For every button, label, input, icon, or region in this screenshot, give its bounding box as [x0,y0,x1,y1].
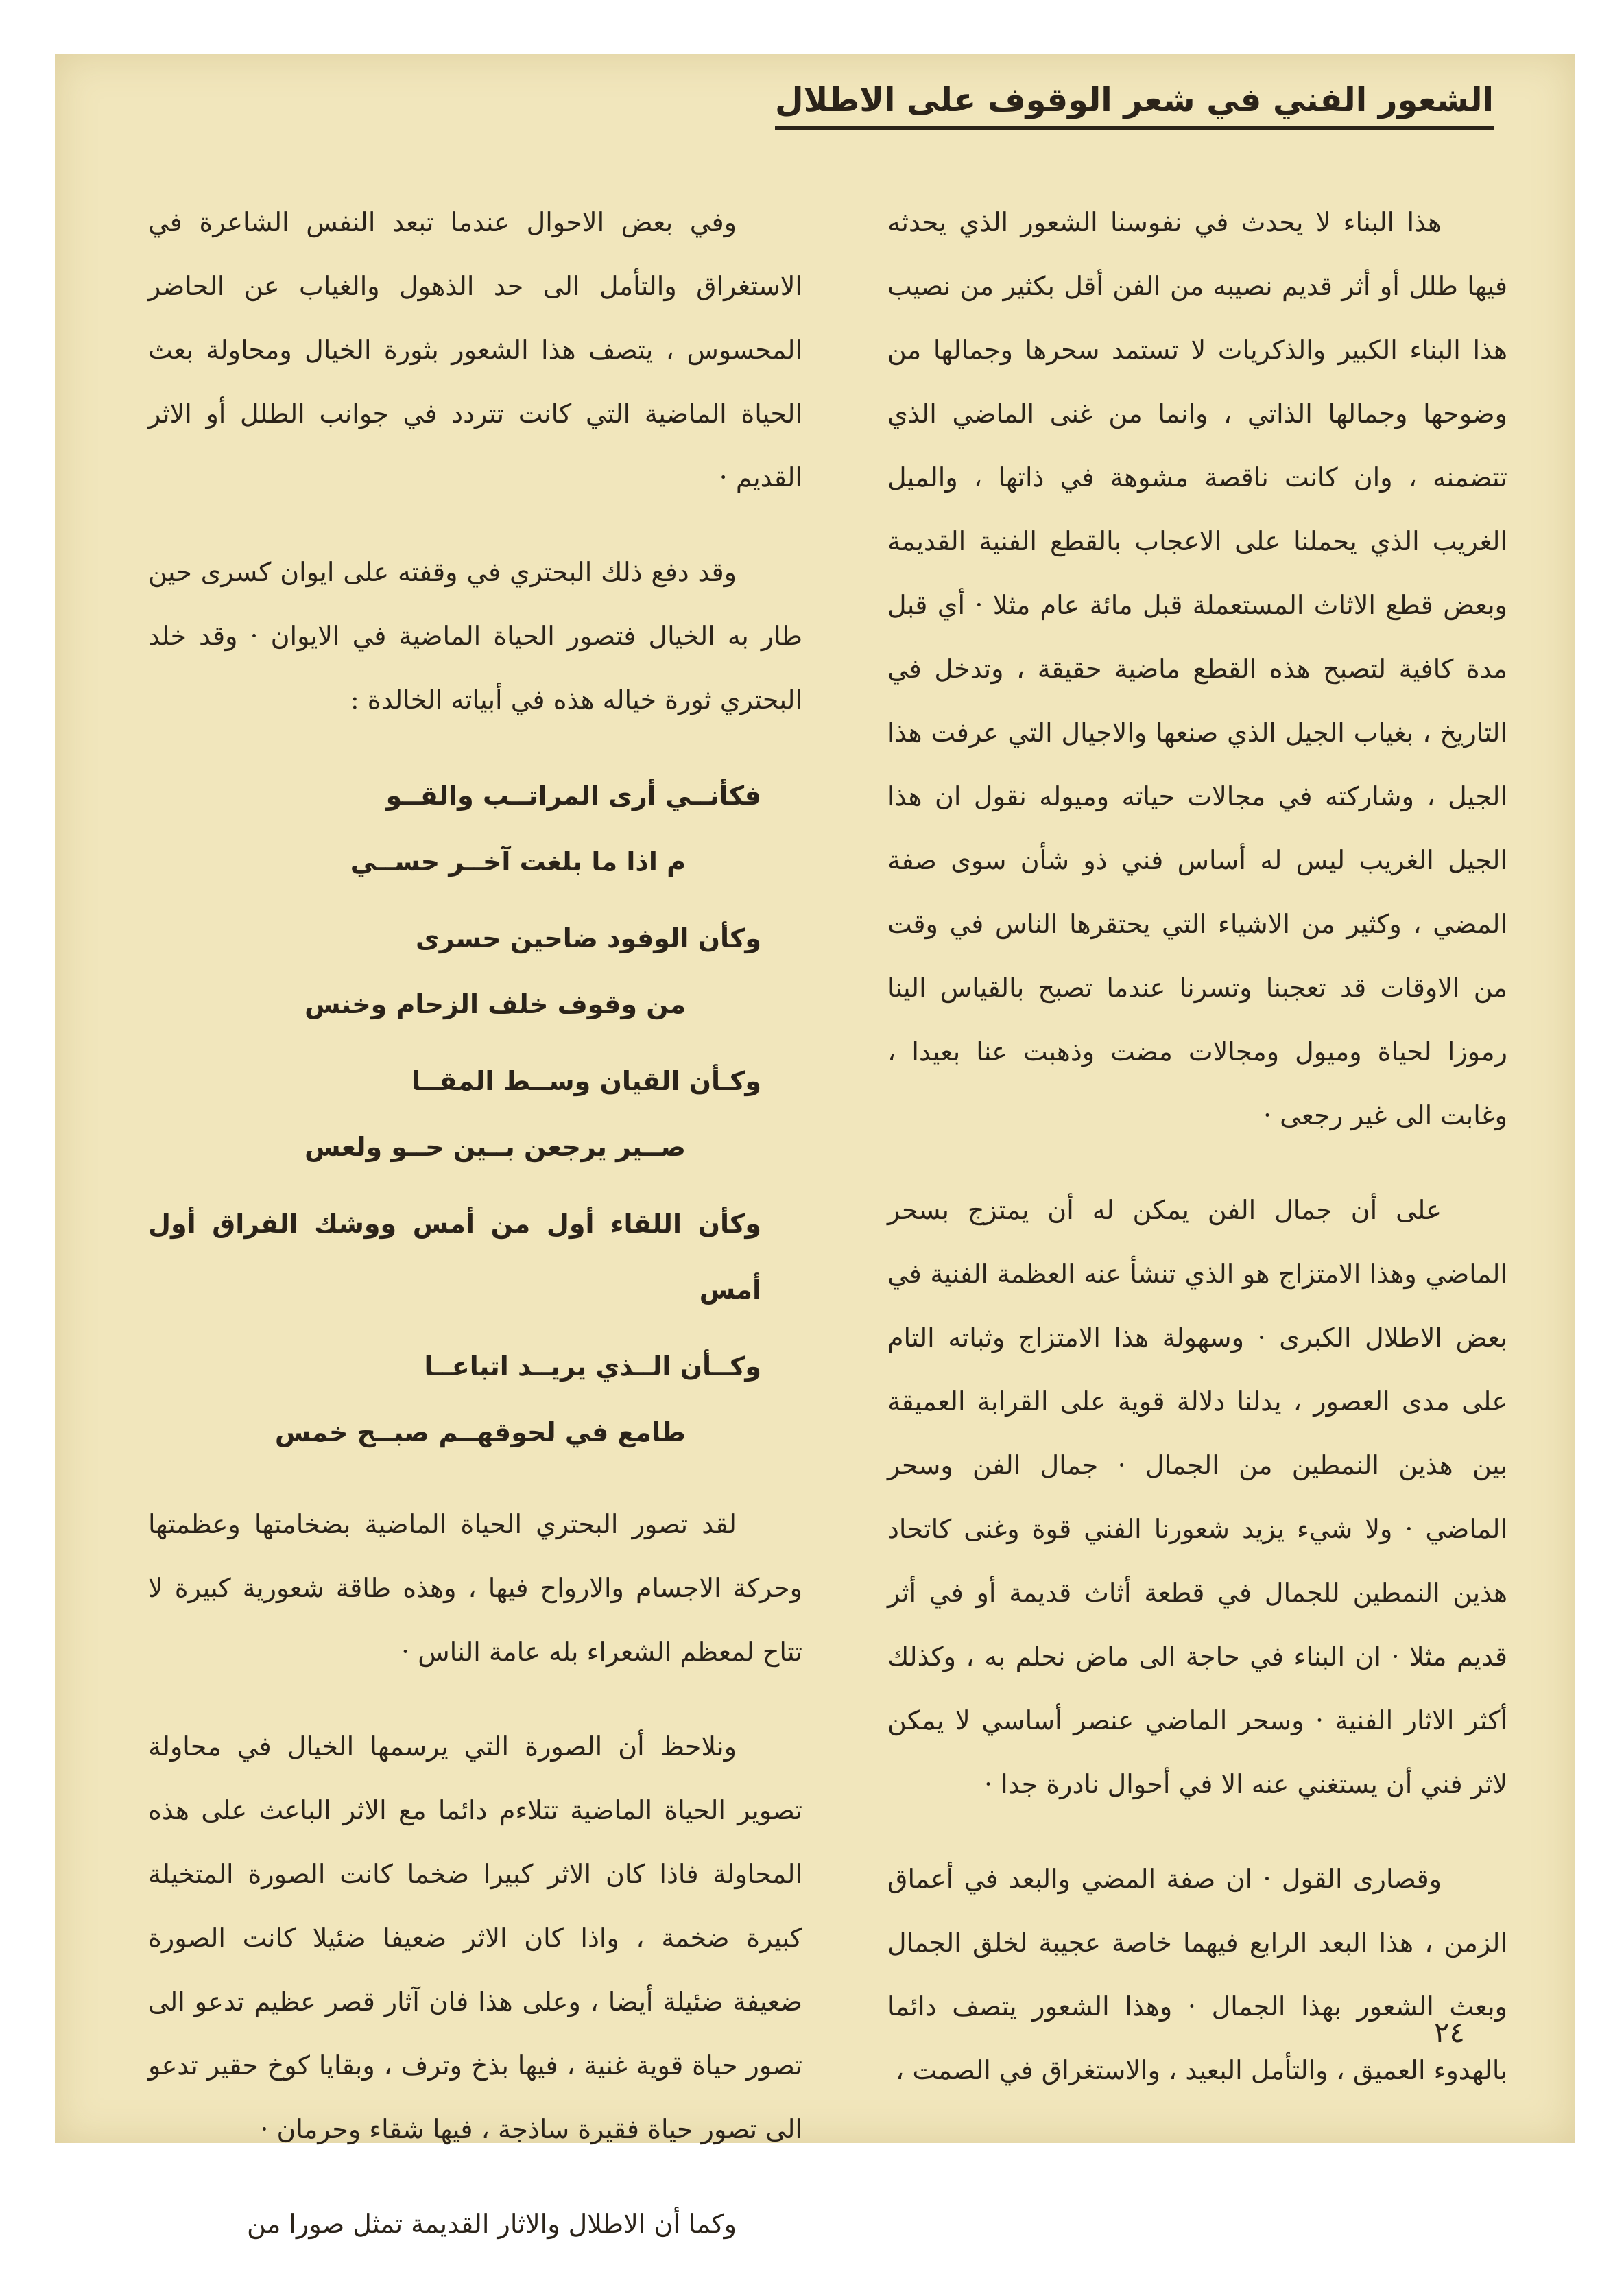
poem-block [148,763,802,1465]
poem-verse [148,1191,761,1323]
paragraph: على أن جمال الفن يمكن له أن يمتزج بسحر الماضي وهذا الامتزاج هو الذي تنشأ عنه العظمة الفنية في بعض الاطلال الكبرى · وسهولة هذا الامتزاج وثباته التام على مدى العصور ، يدلنا دلالة قوية على القرابة العميقة بين هذين النمطين من الجمال · جمال الفن وسحر الماضي · ولا شيء يزيد شعورنا الفني قوة وغنى كاتحاد هذين النمطين للجمال في قطعة أثاث قديمة أو في أثر قديم مثلا · ان البناء في حاجة الى ماض نحلم به ، وكذلك أكثر الاثار الفنية · وسحر الماضي عنصر أساسي لا يمكن لاثر فني أن يستغني عنه الا في أحوال نادرة جدا · [887,1195,1507,1799]
running-header [775,78,1494,130]
paragraph: لقد تصور البحتري الحياة الماضية بضخامتها وعظمتها وحركة الاجسام والارواح فيها ، وهذه طاقة شعورية كبيرة لا تتاح لمعظم الشعراء بله عامة الناس · [148,1509,802,1667]
paragraph: وكما أن الاطلال والاثار القديمة تمثل صورا من [247,2209,737,2239]
magazine-page [55,54,1575,2239]
verse-first-hemistich: وكــأن الــذي يريــد اتباعــا [424,1351,761,1382]
paragraph: هذا البناء لا يحدث في نفوسنا الشعور الذي يحدثه فيها طلل أو أثر قديم نصيبه من الفن أقل بكثير من نصيب هذا البناء الكبير والذكريات لا تستمد سحرها وجمالها من وضوحها وجمالها الذاتي ، وانما من غنى الماضي الذي تتضمنه ، وان كانت ناقصة مشوهة في ذاتها ، والميل الغريب الذي يحملنا على الاعجاب بالقطع الفنية القديمة وبعض قطع الاثاث المستعملة قبل مائة عام مثلا · أي قبل مدة كافية لتصبح هذه القطع ماضية حقيقة ، وتدخل في التاريخ ، بغياب الجيل الذي صنعها والاجيال التي عرفت هذا الجيل ، وشاركته في مجالات حياته وميوله نقول ان هذا الجيل الغريب ليس له أساس فني ذو شأن سوى صفة المضي ، وكثير من الاشياء التي يحتقرها الناس في وقت من الاوقات قد تعجبنا وتسرنا عندما تصبح بالقياس الينا رموزا لحياة وميول ومجالات مضت وذهبت عنا بعيدا ، وغابت الى غير رجعى · [887,207,1507,1130]
article-title: الشعور الفني في شعر الوقوف على الاطلال [775,78,1494,130]
verse-first-hemistich: فكأنــي أرى المراتــب والقــو [385,781,761,811]
right-column [887,191,1507,2133]
left-column [148,191,802,2287]
poem-verse [148,905,761,1037]
verse-first-hemistich: وكأن الوفود ضاحين حسرى [415,923,761,953]
verse-second-hemistich: صــير يرجعن بــين حــو ولعس [304,1132,686,1162]
paragraph: وقصارى القول · ان صفة المضي والبعد في أعماق الزمن ، هذا البعد الرابع فيهما خاصة عجيبة لخلق الجمال وبعث الشعور بهذا الجمال · وهذا الشعور يتصف دائما بالهدوء العميق ، والتأمل البعيد ، والاستغراق في الصمت ، [887,1864,1507,2085]
page-number: ٢٤ [1433,2015,1465,2049]
poem-verse [148,1334,761,1465]
paragraph: وقد دفع ذلك البحتري في وقفته على ايوان كسرى حين طار به الخيال فتصور الحياة الماضية في الايوان · وقد خلد البحتري ثورة خياله هذه في أبياته الخالدة : [148,557,802,715]
poem-verse [148,1048,761,1180]
verse-second-hemistich: م اذا ما بلغت آخــر حســي [350,846,686,877]
paragraph: ونلاحظ أن الصورة التي يرسمها الخيال في محاولة تصوير الحياة الماضية تتلاءم دائما مع الاثر الباعث على هذه المحاولة فاذا كان الاثر كبيرا ضخما كانت الصورة المتخيلة كبيرة ضخمة ، واذا كان الاثر ضعيفا ضئيلا كانت الصورة ضعيفة ضئيلة أيضا ، وعلى هذا فان آثار قصر عظيم تدعو الى تصور حياة قوية غنية ، فيها بذخ وترف ، وبقايا كوخ حقير تدعو الى تصور حياة فقيرة ساذجة ، فيها شقاء وحرمان · [148,1731,802,2144]
paragraph: وفي بعض الاحوال عندما تبعد النفس الشاعرة في الاستغراق والتأمل الى حد الذهول والغياب عن الحاضر المحسوس ، يتصف هذا الشعور بثورة الخيال ومحاولة بعث الحياة الماضية التي كانت تتردد في جوانب الطلل أو الاثر القديم · [148,207,802,493]
verse-first-hemistich: وكـأن القيان وســط المقــا [411,1066,761,1096]
verse-full-line: وكأن اللقاء أول من أمس ووشك الفراق أول أمس [148,1209,761,1305]
poem-verse [148,763,761,894]
verse-second-hemistich: من وقوف خلف الزحام وخنس [304,989,686,1019]
verse-second-hemistich: طامع في لحوقهــم صبــح خمس [274,1417,686,1447]
